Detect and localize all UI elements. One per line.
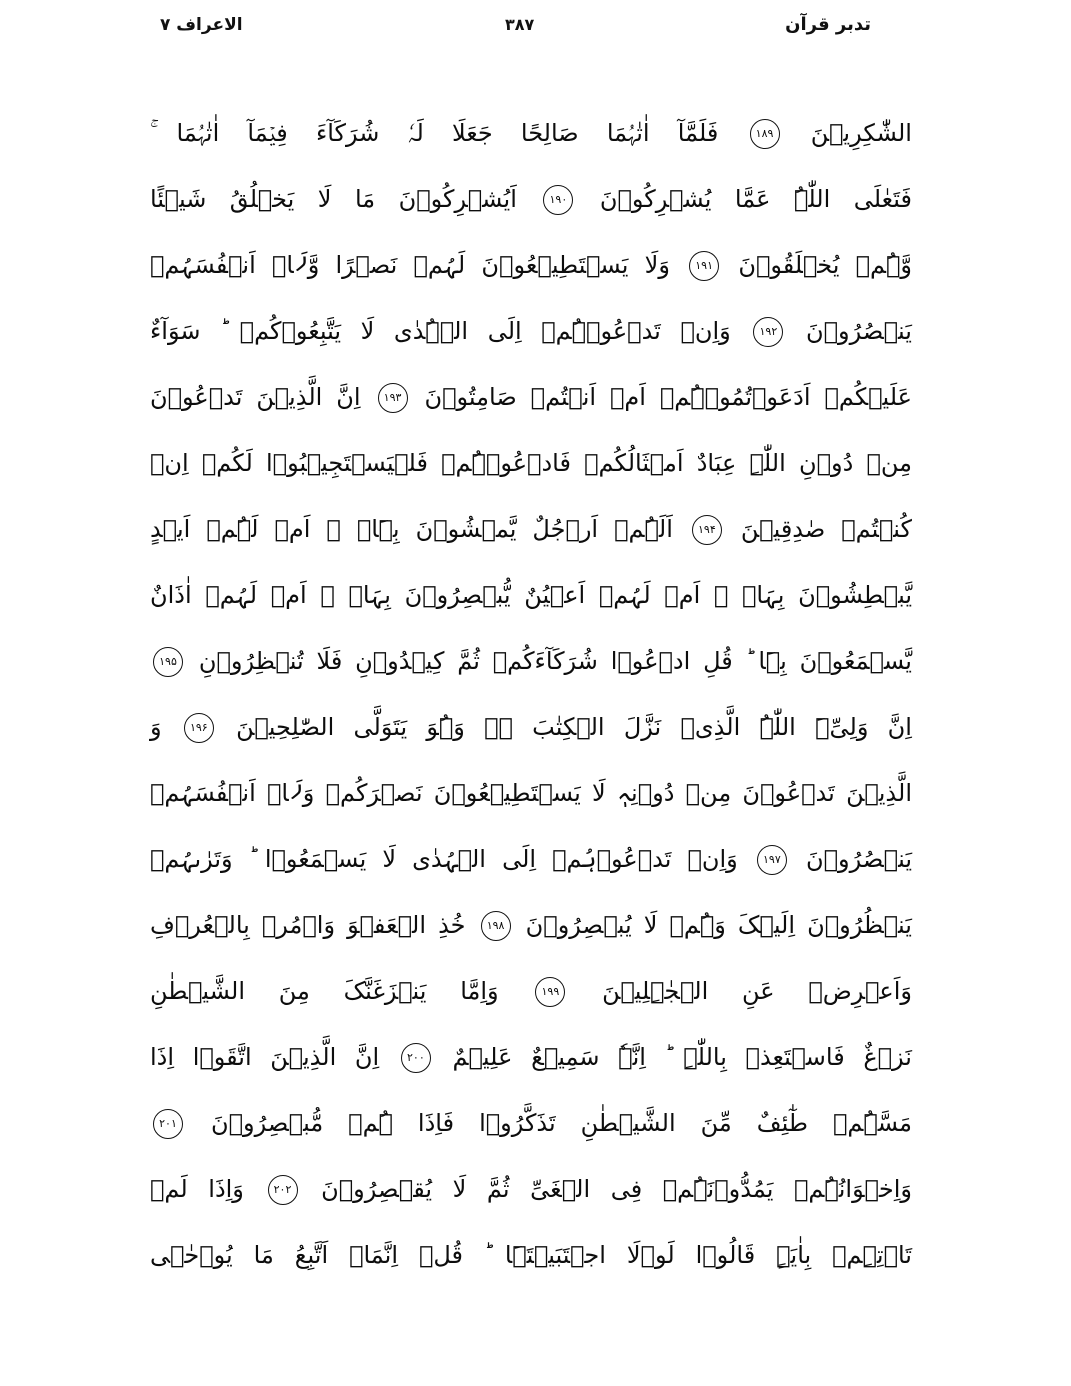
verse-text: یَنۡصُرُوۡنَ [806,845,912,873]
book-title: تدبر قرآن [785,14,871,35]
verse-number-marker: ۱۹۷ [757,845,787,875]
text-line [150,760,912,826]
text-line [150,628,912,694]
verse-text: فَتَعٰلَی اللّٰہُ عَمَّا یُشۡرِکُوۡنَ [599,185,912,213]
verse-text: فَلَمَّآ اٰتٰہُمَا صَالِحًا جَعَلَا لَہٗ شُرَکَآءَ فِیۡمَآ اٰتٰہُمَا ۚ [150,119,719,147]
verse-text: وَاِذَا لَمۡ [150,1175,244,1203]
text-line [150,1222,912,1288]
text-line [150,694,912,760]
verse-text: مِنۡ دُوۡنِ اللّٰہِ عِبَادٌ اَمۡثَالُکُمۡ فَادۡعُوۡہُمۡ فَلۡیَسۡتَجِیۡبُوۡا لَکُمۡ اِنۡ [150,449,912,477]
text-line [150,298,912,364]
verse-number-marker: ۱۹۱ [689,251,719,281]
verse-text: اَیُشۡرِکُوۡنَ مَا لَا یَخۡلُقُ شَیۡئًا [150,185,517,213]
verse-text: اَلَہُمۡ اَرۡجُلٌ یَّمۡشُوۡنَ بِہَاۤ ۫ اَمۡ لَہُمۡ اَیۡدٍ [150,515,673,543]
text-line [150,1024,912,1090]
verse-text: نَزۡغٌ فَاسۡتَعِذۡ بِاللّٰہِ ؕ اِنَّہٗ سَمِیۡعٌ عَلِیۡمٌ [452,1043,912,1071]
verse-number-marker: ۱۹۰ [543,185,573,215]
quran-text-block [150,100,912,1288]
verse-text: وَاِنۡ تَدۡعُوۡہُمۡ اِلَی الۡہُدٰی لَا یَسۡمَعُوۡا ؕ وَتَرٰىہُمۡ [150,845,738,873]
verse-text: مَسَّہُمۡ طٰٓئِفٌ مِّنَ الشَّیۡطٰنِ تَذَکَّرُوۡا فَاِذَا ہُمۡ مُّبۡصِرُوۡنَ [211,1109,912,1137]
text-line [150,1156,912,1222]
verse-text: یَنۡصُرُوۡنَ [805,317,912,345]
text-line [150,166,912,232]
verse-text: اِنَّ الَّذِیۡنَ اتَّقَوۡا اِذَا [150,1043,380,1071]
verse-text: وَاِنۡ تَدۡعُوۡہُمۡ اِلَی الۡہُدٰی لَا یَتَّبِعُوۡکُمۡ ؕ سَوَآءٌ [150,317,731,345]
verse-number-marker: ۲۰۲ [268,1175,298,1205]
text-line [150,1090,912,1156]
verse-text: وَاَعۡرِضۡ عَنِ الۡجٰہِلِیۡنَ [602,977,912,1005]
verse-text: الشّٰکِرِیۡنَ [810,119,912,147]
verse-text: وَّہُمۡ یُخۡلَقُوۡنَ [738,251,912,279]
verse-text: یَّسۡمَعُوۡنَ بِہَا ؕ قُلِ ادۡعُوۡا شُرَکَآءَکُمۡ ثُمَّ کِیۡدُوۡنِ فَلَا تُنۡظِرُوۡنِ [198,647,912,675]
verse-text: اِنَّ وَلِیِّۦَ اللّٰہُ الَّذِیۡ نَزَّلَ الۡکِتٰبَ ۫ۖ وَہُوَ یَتَوَلَّی الصّٰلِحِیۡنَ [236,713,912,741]
text-line [150,496,912,562]
verse-text: خُذِ الۡعَفۡوَ وَاۡمُرۡ بِالۡعُرۡفِ [150,911,466,939]
text-line [150,892,912,958]
text-line [150,364,912,430]
text-line [150,562,912,628]
verse-number-marker: ۱۹۲ [753,317,783,347]
surah-name-label: الاعراف ۷ [160,15,243,35]
text-line [150,100,912,166]
verse-number-marker: ۲۰۱ [153,1109,183,1139]
running-header [0,0,1071,56]
verse-text: یَّبۡطِشُوۡنَ بِہَاۤ ۫ اَمۡ لَہُمۡ اَعۡیُنٌ یُّبۡصِرُوۡنَ بِہَاۤ ۫ اَمۡ لَہُمۡ اٰذَانٌ [150,581,913,609]
verse-number-marker: ۱۹۹ [535,977,565,1007]
verse-number-marker: ۱۹۶ [184,713,214,743]
text-line [150,958,912,1024]
verse-text: یَنۡظُرُوۡنَ اِلَیۡکَ وَہُمۡ لَا یُبۡصِرُوۡنَ [525,911,912,939]
text-line [150,232,912,298]
verse-number-marker: ۱۹۸ [481,911,511,941]
page-number: ۳۸۷ [505,15,535,34]
verse-text: وَاِمَّا یَنۡزَغَنَّکَ مِنَ الشَّیۡطٰنِ [150,977,499,1005]
verse-text: وَ [150,713,162,741]
verse-number-marker: ۲۰۰ [401,1043,431,1073]
verse-text: وَاِخۡوَانُہُمۡ یَمُدُّوۡنَہُمۡ فِی الۡغَیِّ ثُمَّ لَا یُقۡصِرُوۡنَ [321,1175,912,1203]
verse-number-marker: ۱۹۵ [153,647,183,677]
text-line [150,826,912,892]
verse-number-marker: ۱۹۴ [692,515,722,545]
verse-text: عَلَیۡکُمۡ اَدَعَوۡتُمُوۡہُمۡ اَمۡ اَنۡتُمۡ صَامِتُوۡنَ [424,383,912,411]
verse-text: وَلَا یَسۡتَطِیۡعُوۡنَ لَہُمۡ نَصۡرًا وَّلَاۤ اَنۡفُسَہُمۡ [150,251,670,279]
verse-text: اِنَّ الَّذِیۡنَ تَدۡعُوۡنَ [150,383,361,411]
verse-number-marker: ۱۹۳ [378,383,408,413]
verse-number-marker: ۱۸۹ [750,119,780,149]
verse-text: تَاۡتِہِمۡ بِاٰیَۃٍ قَالُوۡا لَوۡلَا اجۡتَبَیۡتَہَا ؕ قُلۡ اِنَّمَاۤ اَتَّبِعُ مَا یُوۡحٰۤی [150,1241,912,1269]
verse-text: کُنۡتُمۡ صٰدِقِیۡنَ [740,515,912,543]
text-line [150,430,912,496]
verse-text: الَّذِیۡنَ تَدۡعُوۡنَ مِنۡ دُوۡنِہٖ لَا یَسۡتَطِیۡعُوۡنَ نَصۡرَکُمۡ وَلَاۤ اَنۡفُسَہُمۡ [150,779,912,807]
